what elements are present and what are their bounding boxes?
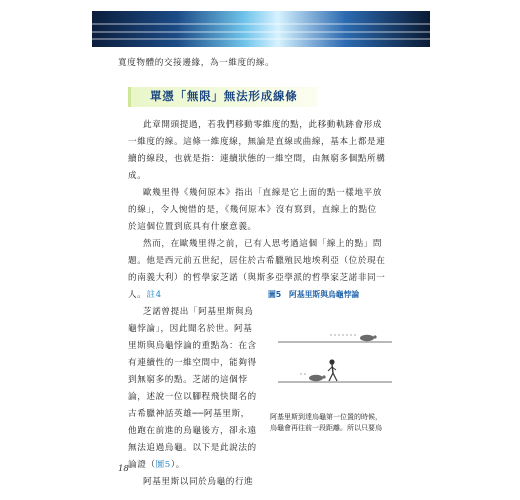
paragraph-line: 歐幾里得《幾何原本》指出「直線是它上面的點一樣地平放	[143, 188, 383, 198]
paragraph-text: 論證（	[128, 460, 156, 470]
figure-caption: 圖5 阿基里斯與烏龜悖論	[268, 290, 360, 299]
paragraph-line: 的線」，令人惋惜的是，《幾何原本》沒有寫到，直線上的點位	[128, 205, 377, 215]
paragraph-line: 此章開頭提過，若我們移動零維度的點，此移動軌跡會形成	[143, 120, 383, 130]
paragraph-line: 論，述說一位以腳程飛快聞名的	[128, 392, 257, 402]
paragraph-line: 一維度的線。這條一維度線，無論是直線或曲線，基本上都是連	[128, 137, 386, 147]
paragraph-line: 於這個位置到底具有什麼意義。	[128, 222, 257, 232]
top-text: 寬度物體的交接邊緣，為一維度的線。	[118, 58, 275, 68]
header-banner-image	[92, 11, 430, 47]
paragraph-line: 里斯與烏龜悖論的重點為：在含	[128, 341, 257, 351]
figure-description-line: 烏龜會再往前一段距離。所以只要烏	[270, 424, 382, 432]
paragraph-line	[128, 457, 185, 474]
section-heading: 單憑「無限」無法形成線條	[150, 89, 298, 103]
figure-description-line: 阿基里斯到達烏龜第一位置的時候，	[270, 413, 382, 421]
paragraph-line: 然而，在歐幾里得之前，已有人思考過這個「線上的點」問	[143, 239, 383, 249]
footnote-reference[interactable]: 註4	[146, 290, 162, 300]
figure-reference[interactable]: 圖5	[155, 460, 171, 470]
paragraph-line: 有連續性的一維空間中，能夠得	[128, 358, 257, 368]
paragraph-line: 阿基里斯以同於烏龜的行進	[143, 477, 254, 487]
paragraph-line: 古希臘神話英雄──阿基里斯，	[128, 409, 250, 419]
paragraph-line: 到無窮多的點。芝諾的這個悖	[128, 375, 248, 385]
paragraph-line: 題。他是西元前五世紀，居住於古希臘殖民地埃利亞（位於現在	[128, 256, 386, 266]
paragraph-line: 芝諾曾提出「阿基里斯與烏	[143, 307, 254, 317]
paragraph-line	[128, 287, 162, 304]
paragraph-text: 人。	[128, 290, 147, 300]
paragraph-line: 的南義大利）的哲學家芝諾（與斯多亞學派的哲學家芝諾非同一	[128, 273, 386, 283]
paragraph-text: ）。	[170, 460, 185, 470]
figure-illustration	[270, 304, 396, 412]
paragraph-line: 他跑在前進的烏龜後方，卻永遠	[128, 426, 257, 436]
figure-description	[270, 412, 396, 434]
paragraph-line: 續的線段，也就是指：連續狀態的一維空間，由無窮多個點所構	[128, 154, 386, 164]
paragraph-line: 成。	[128, 171, 147, 181]
page-number: 18	[118, 464, 129, 474]
paragraph-line: 無法追過烏龜。以下是此說法的	[128, 443, 257, 453]
paragraph-line: 龜悖論」，因此聞名於世。阿基	[128, 324, 253, 334]
